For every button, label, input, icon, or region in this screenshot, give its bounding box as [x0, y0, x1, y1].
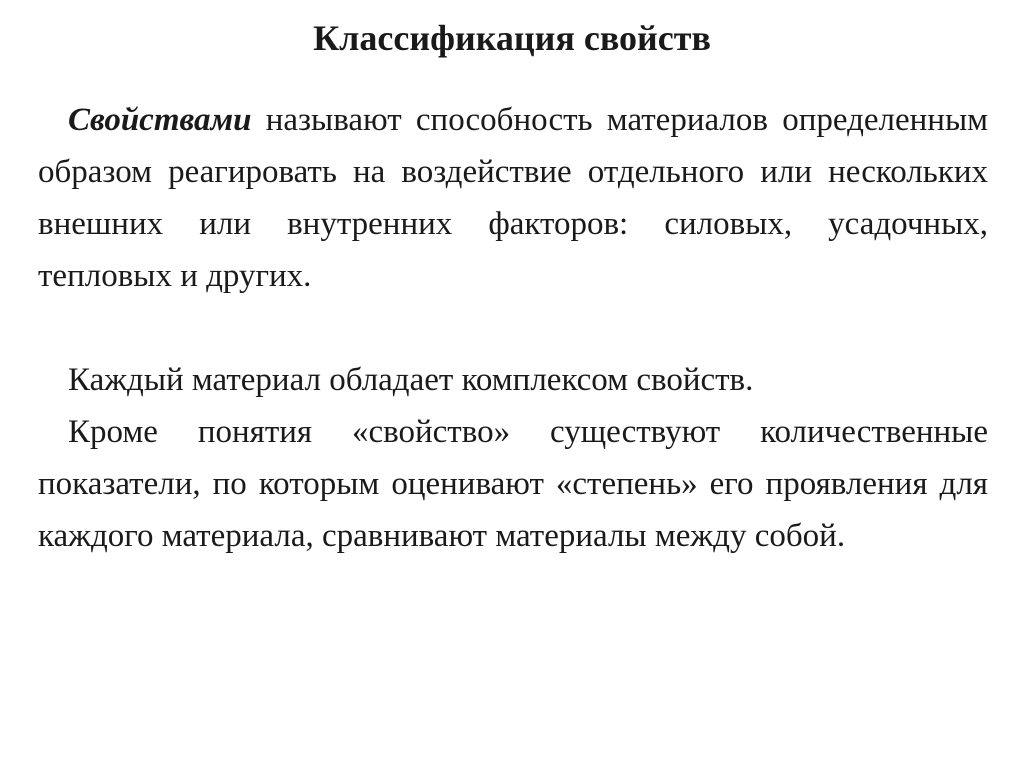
slide-body	[38, 94, 988, 562]
paragraph-definition	[38, 94, 988, 302]
definition-text: называют способность материалов определенным образом реагировать на воздействие отдельного или нескольких внешних или внутренних факторов: силовых, усадочных, тепловых и других.	[38, 102, 988, 294]
paragraph-complex: Каждый материал обладает комплексом свойств.	[68, 362, 754, 398]
paragraph-indicators: Кроме понятия «свойство» существуют количественные показатели, по которым оценивают «степень» его проявления для каждого материала, сравнивают материалы между собой.	[38, 414, 988, 554]
defined-term: Свойствами	[68, 102, 252, 138]
slide-title: Классификация свойств	[313, 18, 711, 58]
